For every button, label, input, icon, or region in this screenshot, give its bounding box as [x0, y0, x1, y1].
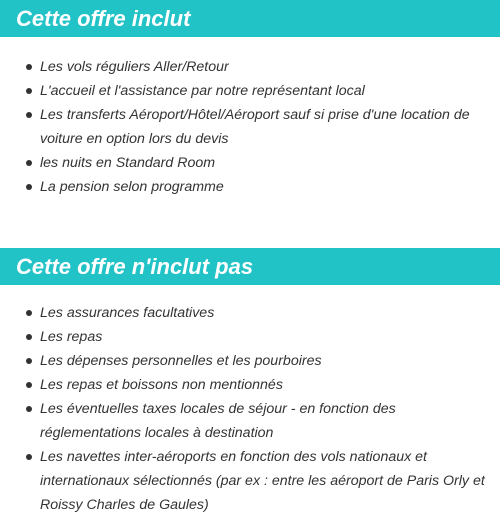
- list-item: [24, 373, 496, 397]
- list-item-text: Les navettes inter-aéroports en fonction des vols nationaux et internationaux sélectionnés (par ex : entre les aéroport de Paris Orly et Roissy Charles de Gaules): [40, 449, 485, 513]
- list-item-text: Les assurances facultatives: [40, 305, 215, 321]
- bullet-icon: [26, 64, 32, 70]
- list-item: [24, 445, 496, 517]
- list-item-text: Les transferts Aéroport/Hôtel/Aéroport sauf si prise d'une location de voiture en option lors du devis: [40, 107, 470, 147]
- bullet-icon: [26, 310, 32, 316]
- excluded-section-title: Cette offre n'inclut pas: [0, 248, 500, 285]
- list-item: [24, 325, 496, 349]
- excluded-list: [24, 301, 496, 517]
- list-item-text: Les repas et boissons non mentionnés: [40, 377, 283, 393]
- list-item-text: Les repas: [40, 329, 103, 345]
- bullet-icon: [26, 406, 32, 412]
- list-item: [24, 103, 496, 151]
- list-item: [24, 301, 496, 325]
- list-item-text: Les dépenses personnelles et les pourboires: [40, 353, 322, 369]
- included-list: [24, 55, 496, 199]
- bullet-icon: [26, 358, 32, 364]
- list-item: [24, 151, 496, 175]
- list-item-text: La pension selon programme: [40, 179, 224, 195]
- bullet-icon: [26, 112, 32, 118]
- list-item-text: les nuits en Standard Room: [40, 155, 216, 171]
- bullet-icon: [26, 184, 32, 190]
- bullet-icon: [26, 88, 32, 94]
- bullet-icon: [26, 382, 32, 388]
- list-item-text: Les vols réguliers Aller/Retour: [40, 59, 229, 75]
- list-item: [24, 397, 496, 445]
- list-item-text: L'accueil et l'assistance par notre représentant local: [40, 83, 365, 99]
- list-item: [24, 175, 496, 199]
- list-item: [24, 349, 496, 373]
- included-section-title: Cette offre inclut: [0, 0, 500, 37]
- bullet-icon: [26, 334, 32, 340]
- list-item: [24, 55, 496, 79]
- list-item-text: Les éventuelles taxes locales de séjour - en fonction des réglementations locales à destination: [40, 401, 396, 441]
- bullet-icon: [26, 160, 32, 166]
- bullet-icon: [26, 454, 32, 460]
- list-item: [24, 79, 496, 103]
